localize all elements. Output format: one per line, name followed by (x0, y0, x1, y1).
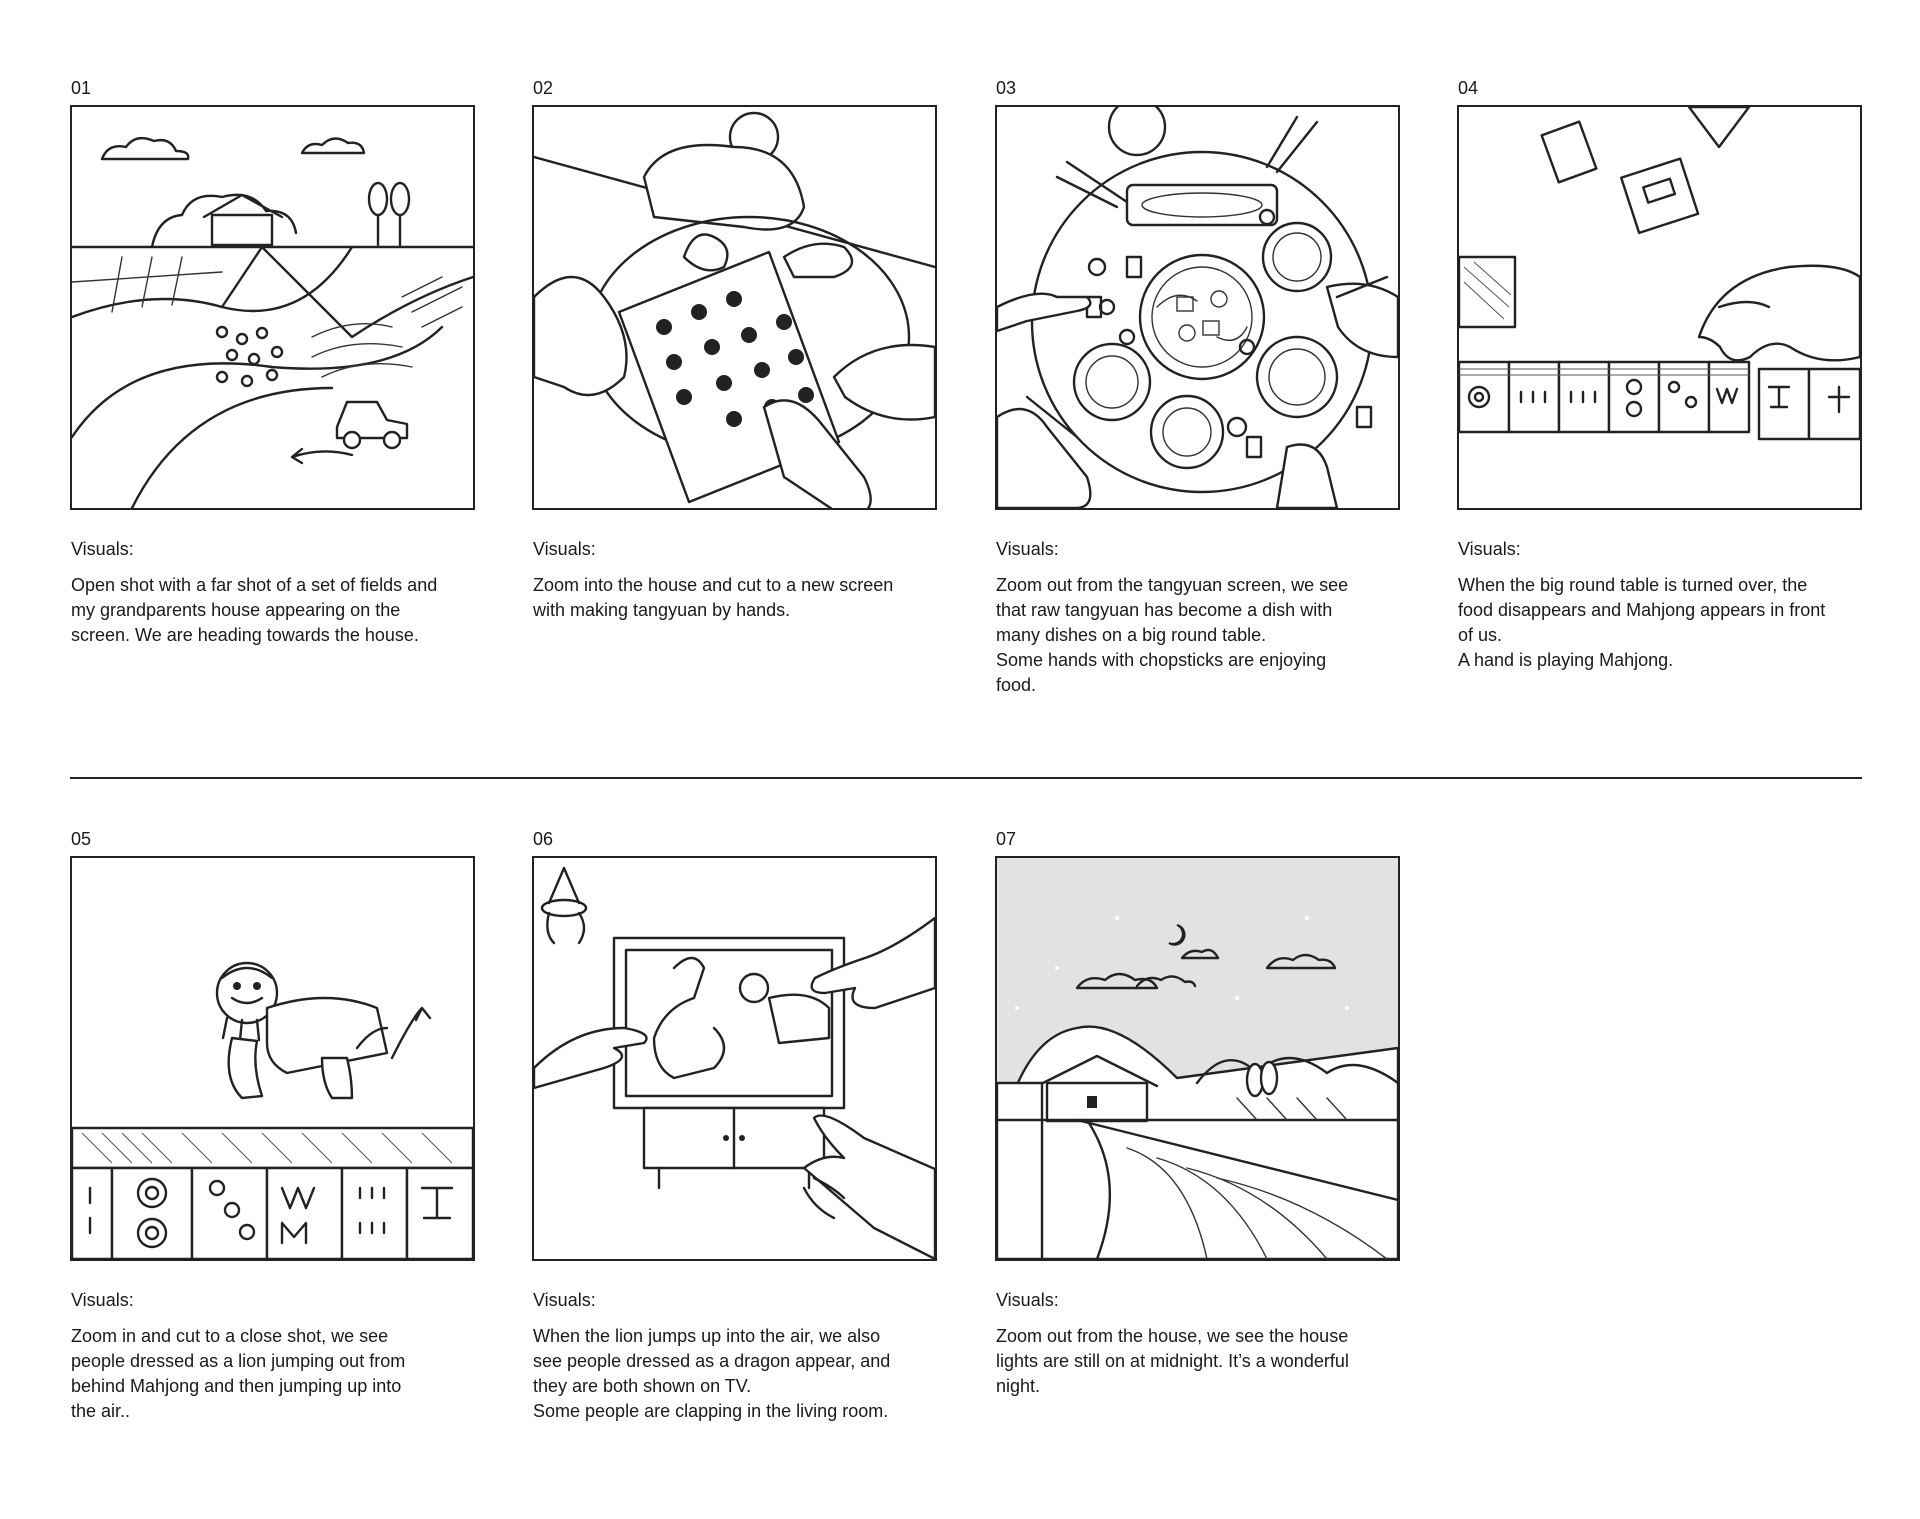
visuals-label: Visuals: (71, 539, 134, 559)
panel-number: 04 (1458, 78, 1479, 98)
panel-number: 06 (533, 829, 554, 849)
description-line: lights are still on at midnight. It’s a wonderful (996, 1351, 1349, 1371)
description-line: they are both shown on TV. (533, 1376, 752, 1396)
row-divider (70, 777, 1862, 779)
panel-frame (70, 856, 475, 1261)
description-line: Zoom out from the house, we see the house (996, 1326, 1349, 1346)
lion-dance-mahjong-sketch-icon (72, 858, 473, 1259)
fields-house-sketch-icon (72, 107, 473, 508)
description-line: people dressed as a lion jumping out from (71, 1351, 406, 1371)
description-line: A hand is playing Mahjong. (1458, 650, 1674, 670)
description-line: When the lion jumps up into the air, we also (533, 1326, 881, 1346)
description-line: Some hands with chopsticks are enjoying (996, 650, 1327, 670)
visuals-label: Visuals: (71, 1290, 134, 1310)
panel-number: 02 (533, 78, 554, 98)
description-line: that raw tangyuan has become a dish with (996, 600, 1333, 620)
visuals-label: Visuals: (533, 539, 596, 559)
description-line: Zoom into the house and cut to a new screen (533, 575, 894, 595)
description-line: see people dressed as a dragon appear, and (533, 1351, 891, 1371)
description-line: with making tangyuan by hands. (533, 600, 791, 620)
panel-description (996, 1324, 1404, 1399)
description-line: Zoom in and cut to a close shot, we see (71, 1326, 389, 1346)
description-line: Zoom out from the tangyuan screen, we see (996, 575, 1349, 595)
panel-number: 03 (996, 78, 1017, 98)
description-line: my grandparents house appearing on the (71, 600, 401, 620)
panel-frame (532, 856, 937, 1261)
panel-frame (995, 105, 1400, 510)
panel-frame (70, 105, 475, 510)
panel-frame (1457, 105, 1862, 510)
panel-frame (532, 105, 937, 510)
description-line: many dishes on a big round table. (996, 625, 1267, 645)
description-line: When the big round table is turned over, the (1458, 575, 1808, 595)
panel-number: 05 (71, 829, 92, 849)
mahjong-hand-sketch-icon (1459, 107, 1860, 508)
description-line: screen. We are heading towards the house. (71, 625, 419, 645)
tv-clapping-sketch-icon (534, 858, 935, 1259)
visuals-label: Visuals: (1458, 539, 1521, 559)
panel-description (71, 1324, 479, 1424)
description-line: food disappears and Mahjong appears in front (1458, 600, 1826, 620)
panel-number: 07 (996, 829, 1017, 849)
panel-description (996, 573, 1404, 698)
visuals-label: Visuals: (533, 1290, 596, 1310)
round-table-dishes-sketch-icon (997, 107, 1398, 508)
tangyuan-hands-sketch-icon (534, 107, 935, 508)
panel-description (533, 1324, 941, 1424)
visuals-label: Visuals: (996, 1290, 1059, 1310)
panel-description (71, 573, 479, 648)
panel-number: 01 (71, 78, 92, 98)
panel-description (533, 573, 941, 623)
description-line: of us. (1458, 625, 1503, 645)
panel-frame (995, 856, 1400, 1261)
visuals-label: Visuals: (996, 539, 1059, 559)
description-line: the air.. (71, 1401, 131, 1421)
panel-description (1458, 573, 1866, 673)
description-line: Open shot with a far shot of a set of fields and (71, 575, 438, 595)
description-line: Some people are clapping in the living room. (533, 1401, 889, 1421)
description-line: food. (996, 675, 1037, 695)
description-line: night. (996, 1376, 1041, 1396)
night-house-sketch-icon (997, 858, 1398, 1259)
description-line: behind Mahjong and then jumping up into (71, 1376, 402, 1396)
